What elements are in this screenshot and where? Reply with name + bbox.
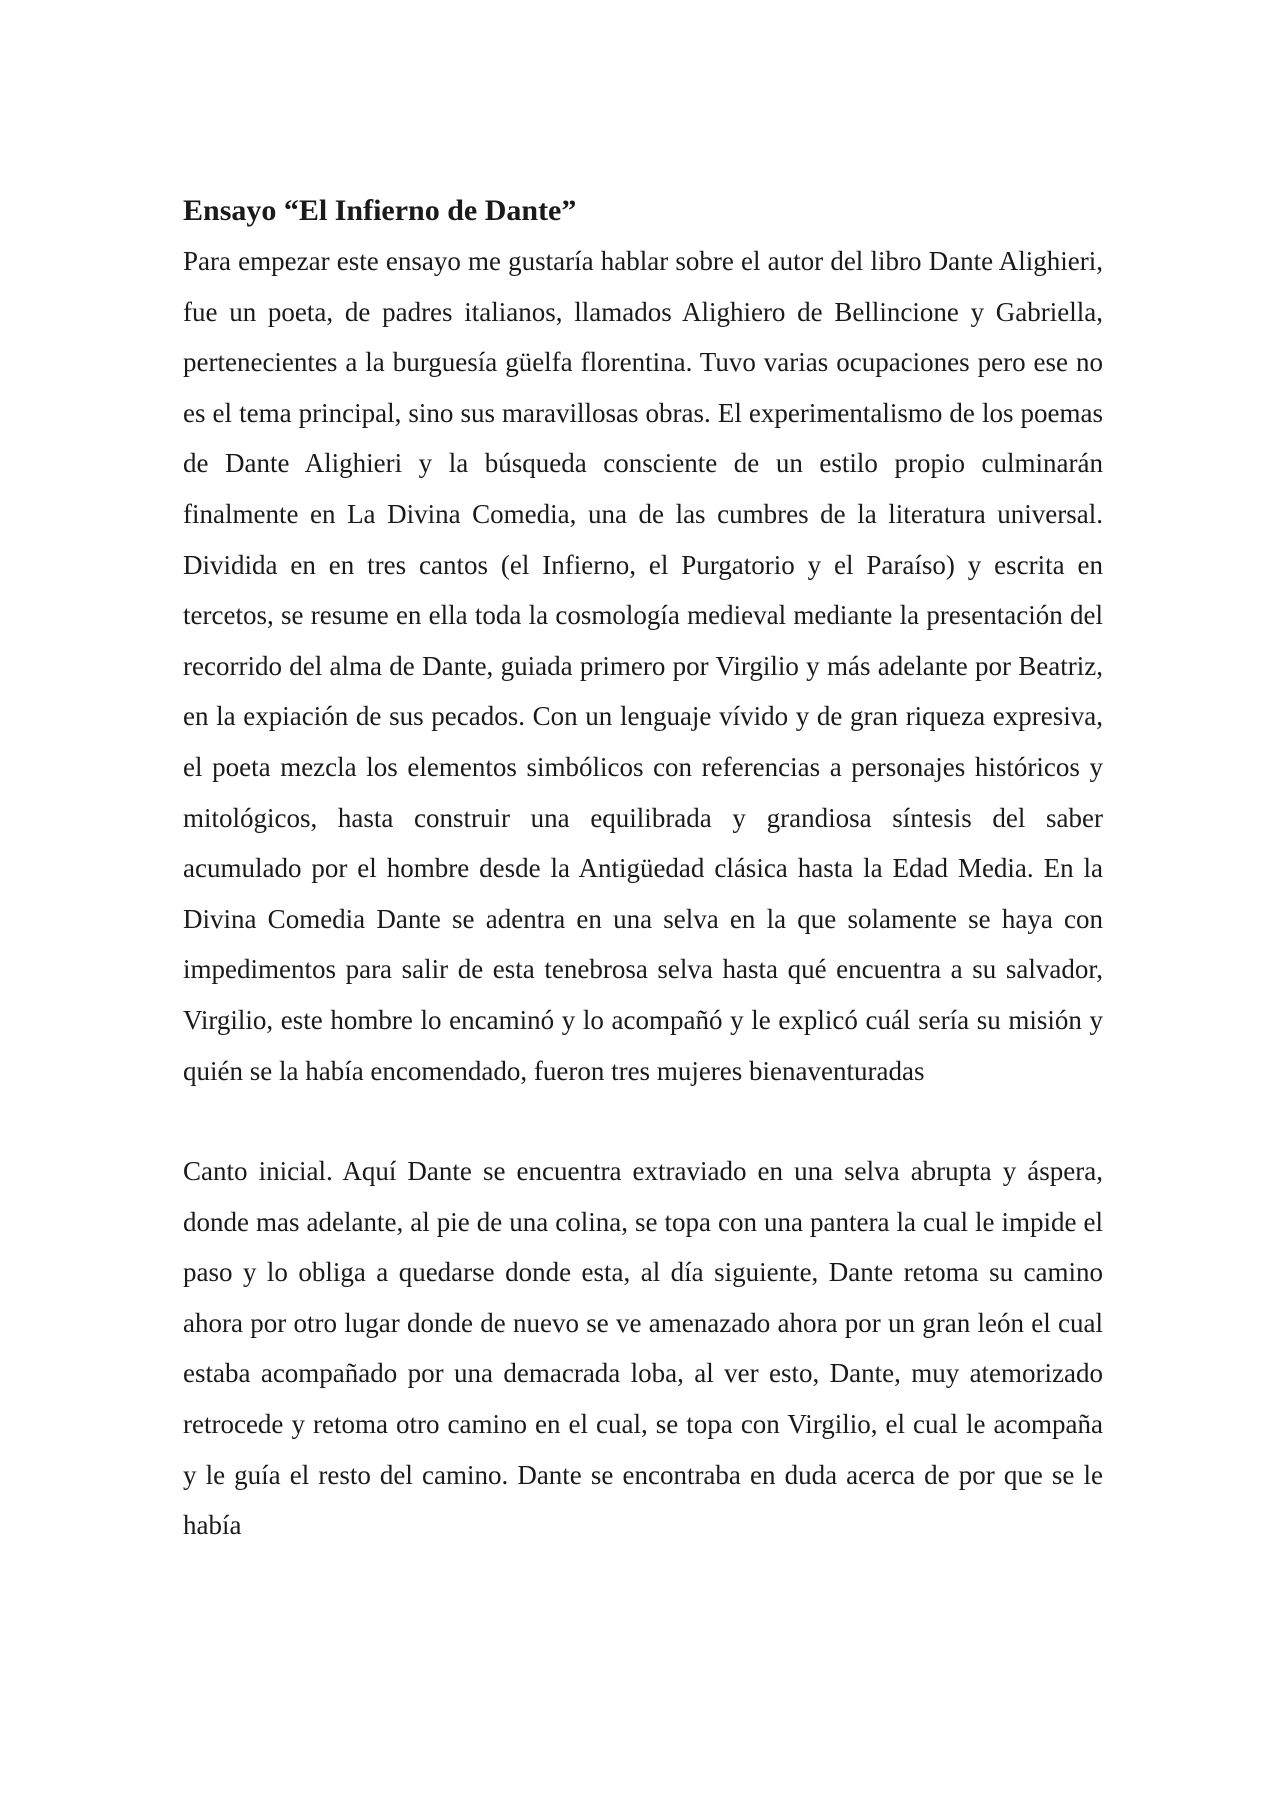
document-title: Ensayo “El Infierno de Dante” [183,194,577,227]
paragraph-intro: Para empezar este ensayo me gustaría hablar sobre el autor del libro Dante Alighieri, fue un poeta, de padres italianos, llamados Alighiero de Bellincione y Gabriella, pertenecientes a la burguesía güelfa florentina. Tuvo varias ocupaciones pero ese no es el tema principal, sino sus maravillosas obras. El experimentalismo de los poemas de Dante Alighieri y la búsqueda consciente de un estilo propio culminarán finalmente en La Divina Comedia, una de las cumbres de la literatura universal. Dividida en en tres cantos (el Infierno, el Purgatorio y el Paraíso) y escrita en tercetos, se resume en ella toda la cosmología medieval mediante la presentación del recorrido del alma de Dante, guiada primero por Virgilio y más adelante por Beatriz, en la expiación de sus pecados. Con un lenguaje vívido y de gran riqueza expresiva, el poeta mezcla los elementos simbólicos con referencias a personajes históricos y mitológicos, hasta construir una equilibrada y grandiosa síntesis del saber acumulado por el hombre desde la Antigüedad clásica hasta la Edad Media. En la Divina Comedia Dante se adentra en una selva en la que solamente se haya con impedimentos para salir de esta tenebrosa selva hasta qué encuentra a su salvador, Virgilio, este hombre lo encaminó y lo acompañó y le explicó cuál sería su misión y quién se la había encomendado, fueron tres mujeres bienaventuradas [183,246,1103,1086]
document-body [183,190,1103,1551]
paragraph-canto-inicial: Canto inicial. Aquí Dante se encuentra extraviado en una selva abrupta y áspera, donde mas adelante, al pie de una colina, se topa con una pantera la cual le impide el paso y lo obliga a quedarse donde esta, al día siguiente, Dante retoma su camino ahora por otro lugar donde de nuevo se ve amenazado ahora por un gran león el cual estaba acompañado por una demacrada loba, al ver esto, Dante, muy atemorizado retrocede y retoma otro camino en el cual, se topa con Virgilio, el cual le acompaña y le guía el resto del camino. Dante se encontraba en duda acerca de por que se le había [183,1156,1103,1541]
